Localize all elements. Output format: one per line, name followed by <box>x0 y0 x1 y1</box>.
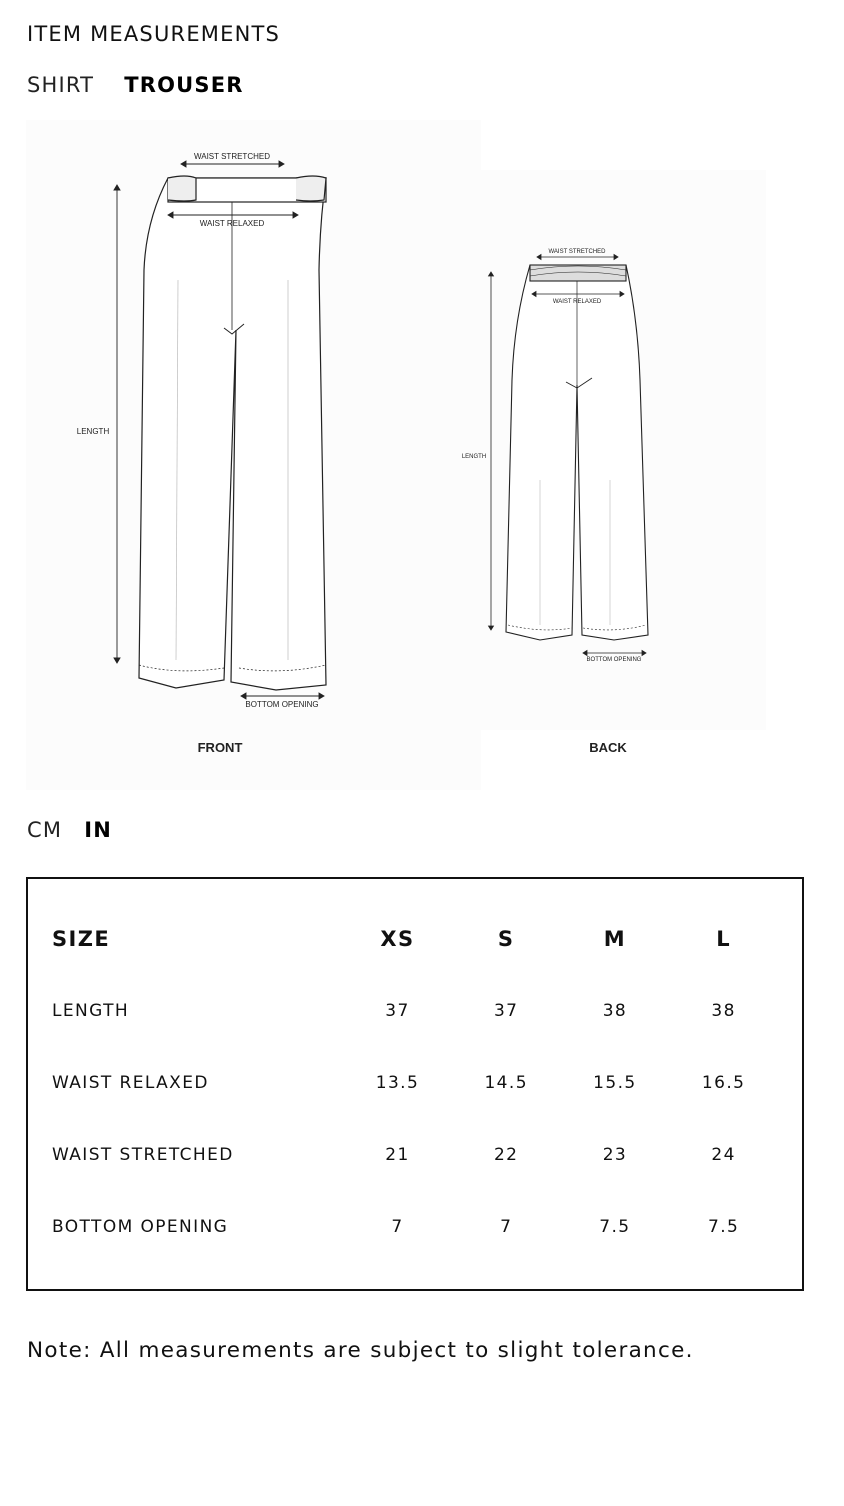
header-s: S <box>497 927 515 951</box>
table-cell: 22 <box>493 1145 519 1165</box>
garment-tabs <box>27 73 244 97</box>
table-cell: 13.5 <box>375 1073 420 1093</box>
table-row <box>52 1047 778 1119</box>
tab-trouser[interactable]: TROUSER <box>124 73 244 97</box>
table-cell: 16.5 <box>701 1073 746 1093</box>
table-row <box>52 1119 778 1191</box>
table-cell: 21 <box>385 1145 410 1165</box>
tab-shirt[interactable]: SHIRT <box>27 73 95 97</box>
unit-tabs <box>27 818 112 842</box>
row-label: WAIST STRETCHED <box>52 1145 234 1165</box>
trouser-measurement-diagram <box>26 120 766 790</box>
table-cell: 37 <box>385 1001 410 1021</box>
table-cell: 15.5 <box>593 1073 637 1093</box>
back-waist-stretched-label: WAIST STRETCHED <box>548 249 606 255</box>
size-chart <box>26 877 804 1291</box>
table-cell: 24 <box>711 1145 736 1165</box>
size-table <box>52 903 778 1263</box>
front-view-label: FRONT <box>197 740 243 755</box>
table-row <box>52 1191 778 1263</box>
front-length-label: LENGTH <box>76 427 110 436</box>
tolerance-note: Note: All measurements are subject to slight tolerance. <box>27 1338 694 1363</box>
table-cell: 7.5 <box>599 1217 631 1237</box>
header-l: L <box>716 927 732 951</box>
header-size: SIZE <box>52 927 111 951</box>
header-m: M <box>603 927 627 951</box>
table-cell: 38 <box>711 1001 736 1021</box>
table-cell: 7 <box>500 1217 513 1237</box>
back-view-label: BACK <box>589 740 627 755</box>
row-label: BOTTOM OPENING <box>52 1217 229 1237</box>
row-label: LENGTH <box>52 1001 130 1021</box>
table-cell: 14.5 <box>484 1073 528 1093</box>
page-title: ITEM MEASUREMENTS <box>27 22 281 46</box>
row-label: WAIST RELAXED <box>52 1073 209 1093</box>
back-length-label: LENGTH <box>461 454 487 460</box>
front-waist-stretched-label: WAIST STRETCHED <box>193 152 271 161</box>
back-bottom-opening-label: BOTTOM OPENING <box>586 657 642 663</box>
front-bottom-opening-label: BOTTOM OPENING <box>245 700 319 709</box>
table-row <box>52 975 778 1047</box>
table-cell: 7.5 <box>708 1217 740 1237</box>
header-xs: XS <box>380 927 415 951</box>
table-cell: 37 <box>493 1001 519 1021</box>
back-waist-relaxed-label: WAIST RELAXED <box>552 299 602 305</box>
table-cell: 7 <box>391 1217 404 1237</box>
front-trouser-drawing <box>139 176 326 690</box>
unit-cm[interactable]: CM <box>27 818 63 842</box>
table-cell: 23 <box>602 1145 628 1165</box>
table-header-row <box>52 903 778 975</box>
unit-in[interactable]: IN <box>84 818 112 842</box>
front-waist-relaxed-label: WAIST RELAXED <box>199 219 265 228</box>
table-cell: 38 <box>602 1001 628 1021</box>
